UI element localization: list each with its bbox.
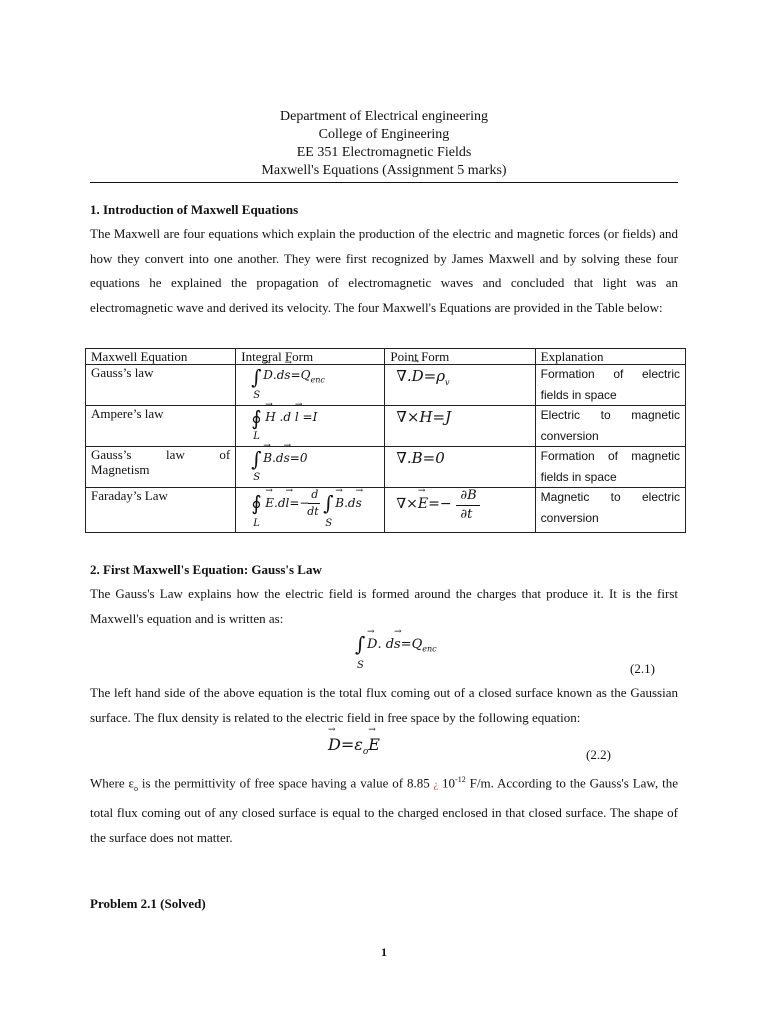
- document-header: [0, 108, 768, 180]
- equation-number: (2.1): [630, 661, 655, 676]
- header-rule: [90, 182, 678, 183]
- point-form: ∇.→ $D=\rho_v$: [385, 365, 535, 406]
- page-number: 1: [381, 945, 387, 959]
- problem-heading: Problem 2.1 (Solved): [90, 896, 206, 911]
- course-line: EE 351 Electromagnetic Fields: [296, 145, 472, 160]
- integral-form: ∮ → E.d→ l=− d dt ∫ → B.d→ s L S: [236, 488, 385, 533]
- point-form: ∇×→ E=− ∂B ∂t: [385, 488, 535, 533]
- table-row: [86, 447, 686, 488]
- section2-paragraph2: The left hand side of the above equation is the total flux coming out of a closed surface known as the Gaussian surface. The flux density is related to the electric field in free space by the following equation:: [90, 685, 678, 725]
- table-header-row: [86, 349, 686, 365]
- equation-2-2: → $D=\varepsilon_o\to E$: [328, 735, 380, 757]
- section2-paragraph3: Where $\varepsilon_o$ is the permittivity of free space having a value of 8.85 ¿ $10^{-12}$ F/m. According to the Gauss's Law, the total flux coming out of any closed surface is equal to the charged enclosed in that closed surface. The shape of the surface does not matter.: [90, 775, 679, 845]
- table-row: [86, 488, 686, 533]
- section1-heading: 1. Introduction of Maxwell Equations: [90, 202, 299, 217]
- assignment-title: Maxwell's Equations (Assignment 5 marks): [261, 163, 507, 178]
- college-line: College of Engineering: [318, 127, 450, 142]
- table-header-cell: Maxwell Equation: [86, 349, 236, 365]
- law-name: Gauss’s law of Magnetism: [86, 447, 236, 488]
- equation-number: (2.2): [586, 747, 611, 762]
- document-page: Department of Electrical engineering College of Engineering EE 351 Electromagnetic Fields Maxwell's Equations (Assignment 5 marks) 1. Introduction of Maxwell Equations The Maxwell are four equations which explain the production of the electric and magnetic forces (or fields) and how they convert into one another. They were first recognized by James Maxwell and by solving these four equations he explained the propagation of electromagnetic waves and concluded that light was an electromagnetic wave and derived its velocity. The four Maxwell's Equations are provided in the Table below: Maxwell Equation Integral Form Point Form Explanation Gauss’s law ∫ → $D.d\to s=Q_{enc}$ S ∇.→ $D=\rho_v$ Formation of electric fields in space Ampere’s law ∮ → H .d → l =I L ∇×H=J Electric to magnetic conversion Gauss’s law of Magnetism ∫ → B.d→ s=0 S ∇.B=0 Formation of magnetic fields in space Faraday’s Law ∮ → E.d→ l=− d dt ∫ → B.d→ s L S ∇×→ E=− ∂B ∂t Magnetic to electric conversion 2. First Maxwell's Equation: Gauss's Law The Gauss's Law explains how the electric field is formed around the charges that produce it. It is the first Maxwell's equation and is written as: ∫ → D. $d\to s=Q_{enc}$ S (2.1) The left hand side of the above equation is the total flux coming out of a closed surface known as the Gaussian surface. The flux density is related to the electric field in free space by the following equation: → $D=\varepsilon_o\to E$ (2.2) Where $\varepsilon_o$ is the permittivity of free space having a value of 8.85 ¿ $10^{-12}$ F/m. According to the Gauss's Law, the total flux coming out of any closed surface is equal to the charged enclosed in that closed surface. The shape of the surface does not matter. Problem 2.1 (Solved) 1: [0, 0, 768, 1024]
- section2-paragraph1: The Gauss's Law explains how the electric field is formed around the charges that produce it. It is the first Maxwell's equation and is written as:: [90, 586, 678, 626]
- unknown-glyph: ¿: [433, 779, 439, 791]
- section1-paragraph: The Maxwell are four equations which explain the production of the electric and magnetic forces (or fields) and how they convert into one another. They were first recognized by James Maxwell and by solving these four equations he explained the propagation of electromagnetic waves and concluded that light was an electromagnetic wave and derived its velocity. The four Maxwell's Equations are provided in the Table below:: [90, 226, 678, 315]
- law-name: Faraday’s Law: [86, 488, 236, 533]
- explanation: Formation of magnetic fields in space: [535, 447, 685, 488]
- table-header-cell: Explanation: [535, 349, 685, 365]
- integral-form: ∫ → B.d→ s=0 S: [236, 447, 385, 488]
- table-header-cell: Integral Form: [236, 349, 385, 365]
- integral-form: ∮ → H .d → l =I L: [236, 406, 385, 447]
- table-header-cell: Point Form: [385, 349, 535, 365]
- section2-heading: 2. First Maxwell's Equation: Gauss's Law: [90, 562, 322, 577]
- law-name: Gauss’s law: [86, 365, 236, 406]
- point-form: ∇.B=0: [385, 447, 535, 488]
- explanation: Formation of electric fields in space: [535, 365, 685, 406]
- explanation: Magnetic to electric conversion: [535, 488, 685, 533]
- table-row: [86, 365, 686, 406]
- integral-form: ∫ → $D.d\to s=Q_{enc}$ S: [236, 365, 385, 406]
- law-name: Ampere’s law: [86, 406, 236, 447]
- maxwell-equations-table: [85, 348, 686, 533]
- table-row: [86, 406, 686, 447]
- point-form: ∇×H=J: [385, 406, 535, 447]
- department-line: Department of Electrical engineering: [280, 109, 488, 124]
- explanation: Electric to magnetic conversion: [535, 406, 685, 447]
